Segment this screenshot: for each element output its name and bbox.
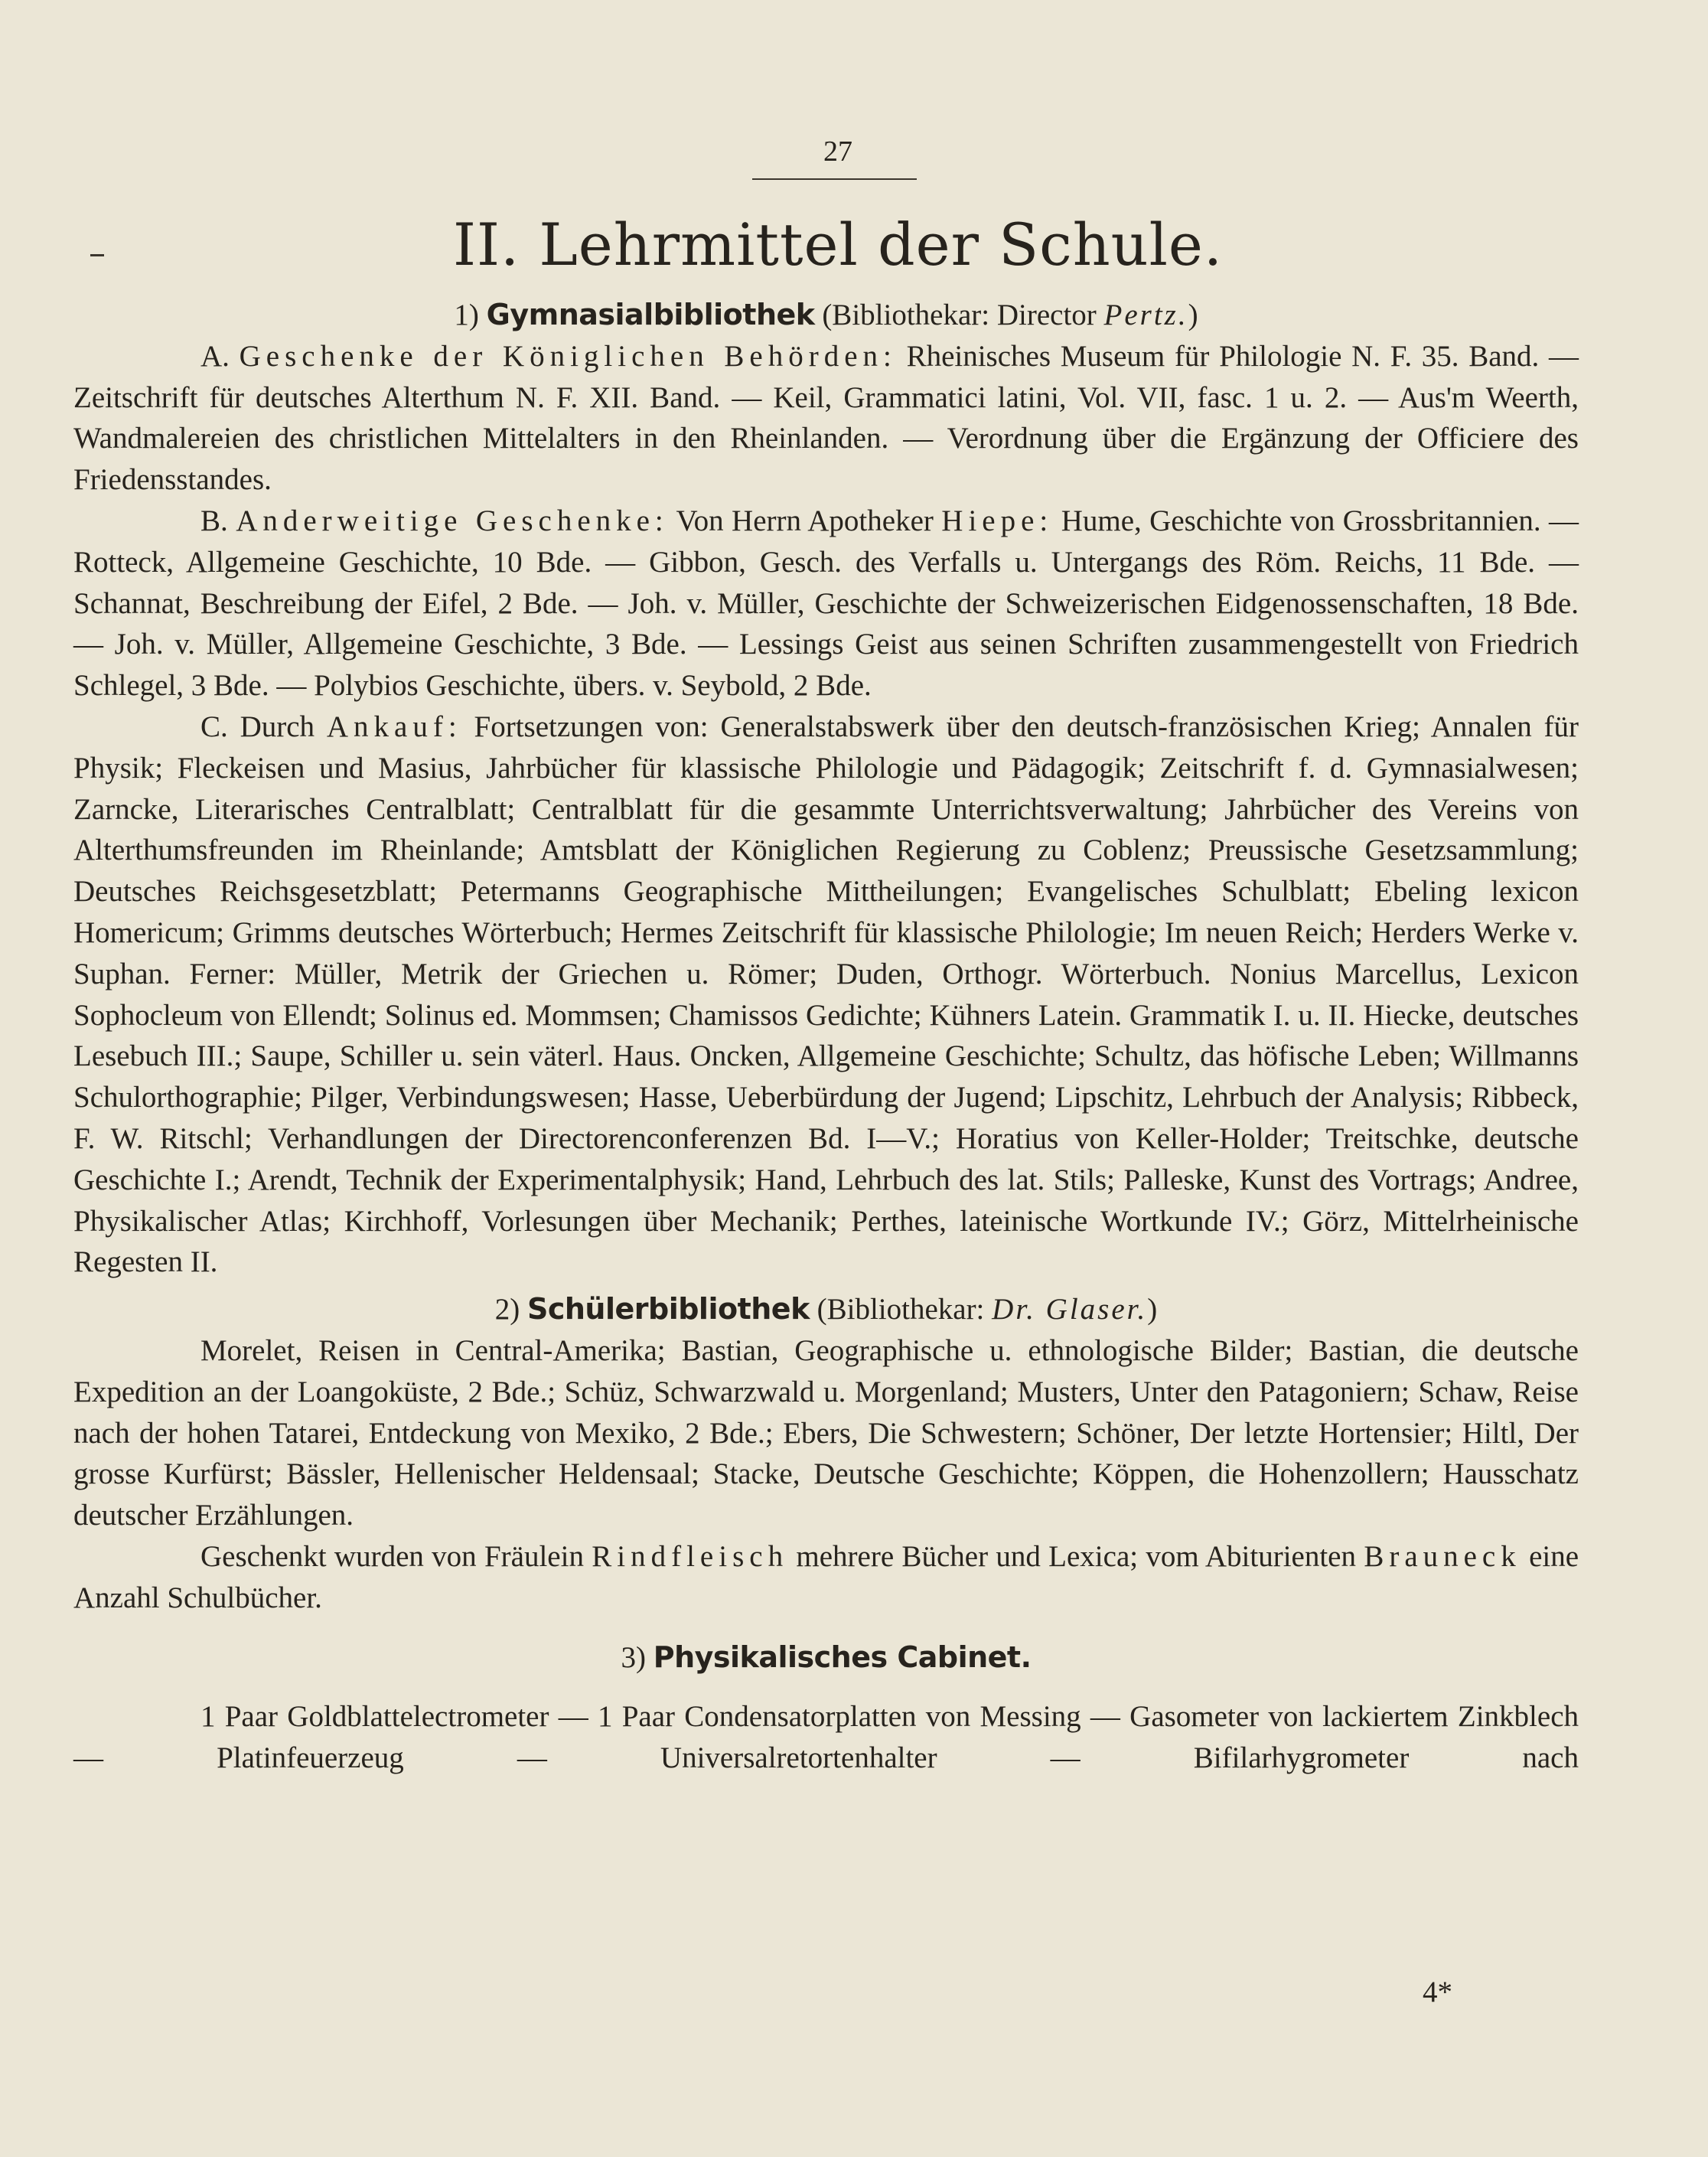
spacer <box>73 1283 1579 1289</box>
section-title: Physikalisches Cabinet. <box>653 1640 1032 1674</box>
section-number: 3) <box>621 1640 646 1674</box>
page-number-rule <box>752 178 917 180</box>
paragraph-c-heading: Ankauf: <box>326 710 462 743</box>
paragraph-a-text: Rheinisches Museum für Philologie N. F. 35. Band. — Zeitschrift für deutsches Alterthum N. F. XII. Band. — Keil, Grammatici latini, Vol. VII, fasc. 1 u. 2. — Aus'm Weerth, Wandmalereien des christlichen Mittelalters in den Rheinlanden. — Verordnung über die Ergänzung der Officiere des Friedensstandes. <box>73 339 1579 497</box>
paragraph-c-text: Fortsetzungen von: Generalstabswerk über den deutsch-französischen Krieg; Annalen für Physik; Fleckeisen und Masius, Jahrbücher für klassische Philologie und Pädagogik; Zeitschrift f. d. Gymnasialwesen; Zarncke, Literarisches Centralblatt; Centralblatt für die gesammte Unterrichtsverwaltung; Jahrbücher des Vereins von Alterthumsfreunden im Rheinlande; Amtsblatt der Königlichen Regierung zu Coblenz; Preussische Gesetzsammlung; Deutsches Reichsgesetzblatt; Petermanns Geographische Mittheilungen; Evangelisches Schulblatt; Ebeling lexicon Homericum; Grimms deutsches Wörterbuch; Hermes Zeitschrift für klassische Philologie; Im neuen Reich; Herders Werke v. Suphan. Ferner: Müller, Metrik der Griechen u. Römer; Duden, Orthogr. Wörterbuch. Nonius Marcellus, Lexicon Sophocleum von Ellendt; Solinus ed. Mommsen; Chamissos Gedichte; Kühners Latein. Grammatik I. u. II. Hiecke, deutsches Lesebuch III.; Saupe, Schiller u. sein väterl. Haus. Oncken, Allgemeine Geschichte; Schultz, das höfische Leben; Willmanns Schulorthographie; Pilger, Verbindungswesen; Hasse, Ueberbürdung der Jugend; Lipschitz, Lehrbuch der Analysis; Ribbeck, F. W. Ritschl; Verhandlungen der Directorenconferenzen Bd. I—V.; Horatius von Keller-Holder; Treitschke, deutsche Geschichte I.; Arendt, Technik der Experimentalphysik; Hand, Lehrbuch des lat. Stils; Palleske, Kunst des Vortrags; Andree, Physikalischer Atlas; Kirchhoff, Vorlesungen über Mechanik; Perthes, lateinische Wortkunde IV.; Görz, Mittelrheinische Regesten II. <box>73 710 1579 1279</box>
paragraph-schuelerbibliothek: Morelet, Reisen in Central-Amerika; Bastian, Geographische u. ethnologische Bilder; Bastian, die deutsche Expedition an der Loangoküste, 2 Bde.; Schüz, Schwarzwald u. Morgenland; Musters, Unter den Patagoniern; Schaw, Reise nach der hohen Tatarei, Entdeckung von Mexiko, 2 Bde.; Ebers, Die Schwestern; Schöner, Der letzte Hortensier; Hiltl, Der grosse Kurfürst; Bässler, Hellenischer Heldensaal; Stacke, Deutsche Geschichte; Köppen, die Hohenzollern; Hausschatz deutscher Erzählungen. <box>73 1333 1579 1532</box>
section-heading-schuelerbibliothek <box>73 1289 1579 1330</box>
section-number: 1) <box>454 299 479 331</box>
gifts-mid: mehrere Bücher und Lexica; vom Abiturienten <box>796 1539 1356 1573</box>
donor-name-brauneck: Brauneck <box>1364 1539 1521 1573</box>
paragraph-a <box>73 336 1579 501</box>
librarian-prefix: (Bibliothekar: Director <box>822 299 1097 331</box>
signature-mark: 4* <box>1423 1976 1452 2009</box>
librarian-name: Pertz. <box>1103 299 1188 331</box>
section-title: Schülerbibliothek <box>526 1292 810 1327</box>
chapter-title: II. Lehrmittel der Schule. <box>452 210 1224 279</box>
librarian-prefix: (Bibliothekar: <box>817 1293 985 1327</box>
page-number: 27 <box>823 135 852 168</box>
section-number: 2) <box>494 1293 520 1327</box>
spacer <box>73 1678 1579 1696</box>
paragraph-physikalisches-cabinet: 1 Paar Goldblattelectrometer — 1 Paar Condensatorplatten von Messing — Gasometer von lackiertem Zinkblech — Platinfeuerzeug — Universalretortenhalter — Bifilarhygrometer nach <box>73 1700 1579 1775</box>
paragraph-c <box>73 706 1579 1283</box>
donor-name-rindfleisch: Rindfleisch <box>592 1539 789 1573</box>
paragraph-b-heading: Anderweitige Geschenke: <box>236 504 669 537</box>
paragraph-c-label: C. Durch <box>200 710 315 743</box>
spacer <box>73 1619 1579 1637</box>
gifts-pre: Geschenkt wurden von Fräulein <box>200 1539 584 1573</box>
paragraph-b-pre: Von Herrn Apotheker <box>676 504 934 537</box>
librarian-name: Dr. Glaser. <box>992 1293 1148 1327</box>
paragraph-gifts <box>73 1536 1579 1619</box>
section-heading-gymnasialbibliothek <box>73 295 1579 336</box>
gifts-post: eine Anzahl Schulbücher. <box>73 1539 1579 1614</box>
paragraph-a-label: A. <box>200 339 230 373</box>
librarian-close: ) <box>1188 299 1198 331</box>
paragraph-a-heading: Geschenke der Königlichen Behörden: <box>239 339 897 373</box>
donor-name: Hiepe: <box>941 504 1054 537</box>
body-text <box>73 295 1579 1779</box>
paragraph-b-text: Hume, Geschichte von Grossbritannien. — Rotteck, Allgemeine Geschichte, 10 Bde. — Gibbon, Gesch. des Verfalls u. Untergangs des Röm. Reichs, 11 Bde. — Schannat, Beschreibung der Eifel, 2 Bde. — Joh. v. Müller, Geschichte der Schweizerischen Eidgenossenschaften, 18 Bde. — Joh. v. Müller, Allgemeine Geschichte, 3 Bde. — Lessings Geist aus seinen Schriften zusammengestellt von Friedrich Schlegel, 3 Bde. — Polybios Geschichte, übers. v. Seybold, 2 Bde. <box>73 504 1579 703</box>
paragraph-b <box>73 501 1579 706</box>
section-heading-physikalisches-cabinet <box>73 1637 1579 1679</box>
paragraph-b-label: B. <box>200 504 228 537</box>
section-title: Gymnasialbibliothek <box>486 298 815 331</box>
librarian-close: ) <box>1147 1293 1158 1327</box>
